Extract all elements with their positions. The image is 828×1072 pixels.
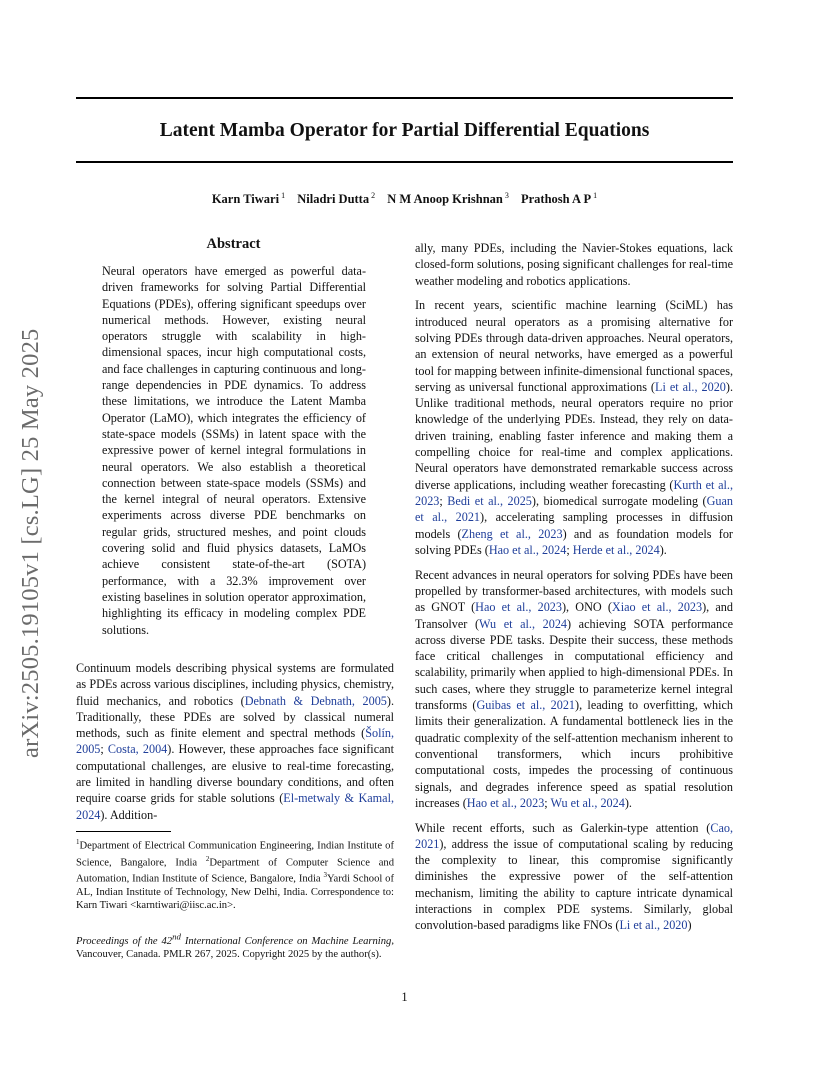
citation-link[interactable]: Bedi et al., 2025 <box>447 493 532 508</box>
citation-link[interactable]: Hao et al., 2023 <box>475 600 562 615</box>
body-text: ). Addition- <box>100 807 158 822</box>
proceedings-note: Proceedings of the 42nd International Conference on Machine Learning, Vancouver, Canada. PMLR 267, 2025. Copyright 2025 by the author(s). <box>76 931 394 960</box>
body-text: ). <box>624 795 632 810</box>
body-text: ), leading to overfitting, which limits their generalization. A fundamental bottleneck lies in the quadratic complexity of the self-attention mechanism inherent to conventional transformers, which incurs prohibitive computational costs, impedes the processing of continuous signals, and degrades inference speed as spatial resolution increases ( <box>415 698 733 810</box>
citation-link[interactable]: Guan et al., 2021 <box>415 493 734 525</box>
citation-link[interactable]: Guibas et al., 2021 <box>476 698 576 713</box>
body-text: ), and Transolver ( <box>415 600 733 631</box>
page-number: 1 <box>401 990 408 1004</box>
author-list <box>76 191 733 207</box>
body-text: Continuum models describing physical systems are formulated as PDEs across various disciplines, including physics, chemistry, fluid mechanics, and robotics ( <box>76 661 394 708</box>
citation-link[interactable]: Šolín, 2005 <box>76 726 394 757</box>
body-text: ) achieving SOTA performance across diverse PDE tasks. Despite their success, these methods face critical challenges in computational efficiency and scalability, primarily when applied to high-dimensional PDEs. In such cases, where they struggle to parameterize kernel integral transforms ( <box>415 616 734 713</box>
body-text: ). <box>659 542 667 557</box>
body-text: Recent advances in neural operators for solving PDEs have been propelled by transformer-based architectures, with models such as GNOT ( <box>415 567 733 615</box>
citation-link[interactable]: Costa, 2004 <box>107 742 168 757</box>
intro-paragraph <box>415 240 733 289</box>
body-text: ; <box>566 542 573 557</box>
author-2: Niladri Dutta $^2$ <box>297 191 376 207</box>
citation-link[interactable]: El-metwaly & Kamal, 2024 <box>76 791 394 822</box>
citation-link[interactable]: Xiao et al., 2023 <box>611 600 703 615</box>
body-text: ), biomedical surrogate modeling ( <box>531 493 707 508</box>
body-text: ). Unlike traditional methods, neural operators require no prior knowledge of the underlying PDEs. Instead, they rely on data-driven training, enabling faster inference and making them a compelling choice for real-time and complex applications. Neural operators have demonstrated remarkable success across diverse applications, including weather forecasting ( <box>415 379 733 492</box>
top-rule <box>76 97 733 99</box>
citation-link[interactable]: Li et al., 2020 <box>619 918 688 933</box>
citation-link[interactable]: Cao, 2021 <box>415 820 733 851</box>
body-text: ). However, these approaches face significant computational challenges, are elusive to real-time forecasting, are limited in handling diverse boundary conditions, and often require coarse grids for stable solutions ( <box>76 742 394 806</box>
abstract-body: Neural operators have emerged as powerful data-driven frameworks for solving Partial Differential Equations (PDEs), offering significant speedups over numerical methods. However, existing neural operators struggle with scalability in high-dimensional spaces, incur high computational costs, and face challenges in capturing continuous and long-range dependencies in PDE dynamics. To address these limitations, we introduce the Latent Mamba Operator (LaMO), which integrates the efficiency of state-space models (SSMs) in latent space with the expressive power of kernel integral formulations in neural operators. We also establish a theoretical connection between state-space models (SSMs) and the kernel integral of neural operators. Extensive experiments across diverse PDE benchmarks on regular grids, structured meshes, and point clouds covering solid and fluid physics datasets, LaMOs achieve consistent state-of-the-art (SOTA) performance, with a 32.3% improvement over existing baselines in solution operator approximation, highlighting its efficacy in modeling complex PDE solutions. <box>102 264 366 637</box>
body-text: ; <box>439 493 448 508</box>
citation-link[interactable]: Kurth et al., 2023 <box>415 477 733 508</box>
body-text: ally, many PDEs, including the Navier-Stokes equations, lack closed-form solutions, posing significant challenges for real-time weather modeling and robotics applications. <box>415 241 733 288</box>
affiliations-footnote: $^1$Department of Electrical Communication Engineering, Indian Institute of Science, Bangalore, India $^2$Department of Computer Science and Automation, Indian Institute of Science, Bangalore, India $^3$Yardi School of AL, Indian Institute of Technology, New Delhi, India. Correspondence to: Karn Tiwari <karntiwari@iisc.ac.in>. <box>76 838 394 912</box>
body-text: ; <box>100 742 108 757</box>
citation-link[interactable]: Debnath & Debnath, 2005 <box>244 693 387 708</box>
body-text: ), address the issue of computational scaling by reducing the complexity to linear, this compromise significantly diminishes the expressive power of the self-attention mechanism, limiting the ability to capture intricate dynamical interactions in complex PDE systems. Similarly, global convolution-based paradigms like FNOs ( <box>415 836 733 933</box>
body-text: ) <box>687 918 692 933</box>
author-1: Karn Tiwari $^1$ <box>211 191 286 207</box>
paper-title: Latent Mamba Operator for Partial Differential Equations <box>159 120 650 141</box>
author-3: N M Anoop Krishnan $^3$ <box>387 191 509 207</box>
body-text: While recent efforts, such as Galerkin-type attention ( <box>415 820 711 835</box>
citation-link[interactable]: Li et al., 2020 <box>655 379 726 394</box>
citation-link[interactable]: Hao et al., 2023 <box>466 795 545 810</box>
body-text: In recent years, scientific machine learning (SciML) has introduced neural operators as a promising alternative for solving PDEs through data-driven approaches. Neural operators, an extension of neural networks, have emerged as a powerful tool for mapping between infinite-dimensional functional spaces, serving as universal functional approximations ( <box>415 298 733 394</box>
citation-link[interactable]: Hao et al., 2024 <box>488 542 567 557</box>
author-4: Prathosh A P $^1$ <box>521 191 598 207</box>
arxiv-stamp[interactable]: arXiv:2505.19105v1 [cs.LG] 25 May 2025 <box>17 328 44 758</box>
abstract-heading: Abstract <box>206 236 261 252</box>
intro-paragraph <box>415 820 733 934</box>
citation-link[interactable]: Wu et al., 2024 <box>550 795 625 810</box>
introduction-left-column <box>76 660 394 823</box>
footnote-rule <box>76 831 171 832</box>
title-bottom-rule <box>76 161 733 163</box>
citation-link[interactable]: Zheng et al., 2023 <box>461 526 563 541</box>
citation-link[interactable]: Wu et al., 2024 <box>479 616 568 631</box>
citation-link[interactable]: Herde et al., 2024 <box>572 542 660 557</box>
body-text: ), ONO ( <box>562 600 612 615</box>
intro-paragraph <box>415 567 733 811</box>
introduction-right-column <box>415 240 733 942</box>
body-text: ) and as foundation models for solving PDEs ( <box>415 526 733 557</box>
intro-paragraph <box>415 297 733 558</box>
body-text: ), accelerating sampling processes in diffusion models ( <box>415 510 734 541</box>
body-text: ). Traditionally, these PDEs are solved by classical numeral methods, such as finite element and spectral methods ( <box>76 693 394 741</box>
body-text: ; <box>544 795 551 810</box>
intro-paragraph <box>76 660 394 823</box>
